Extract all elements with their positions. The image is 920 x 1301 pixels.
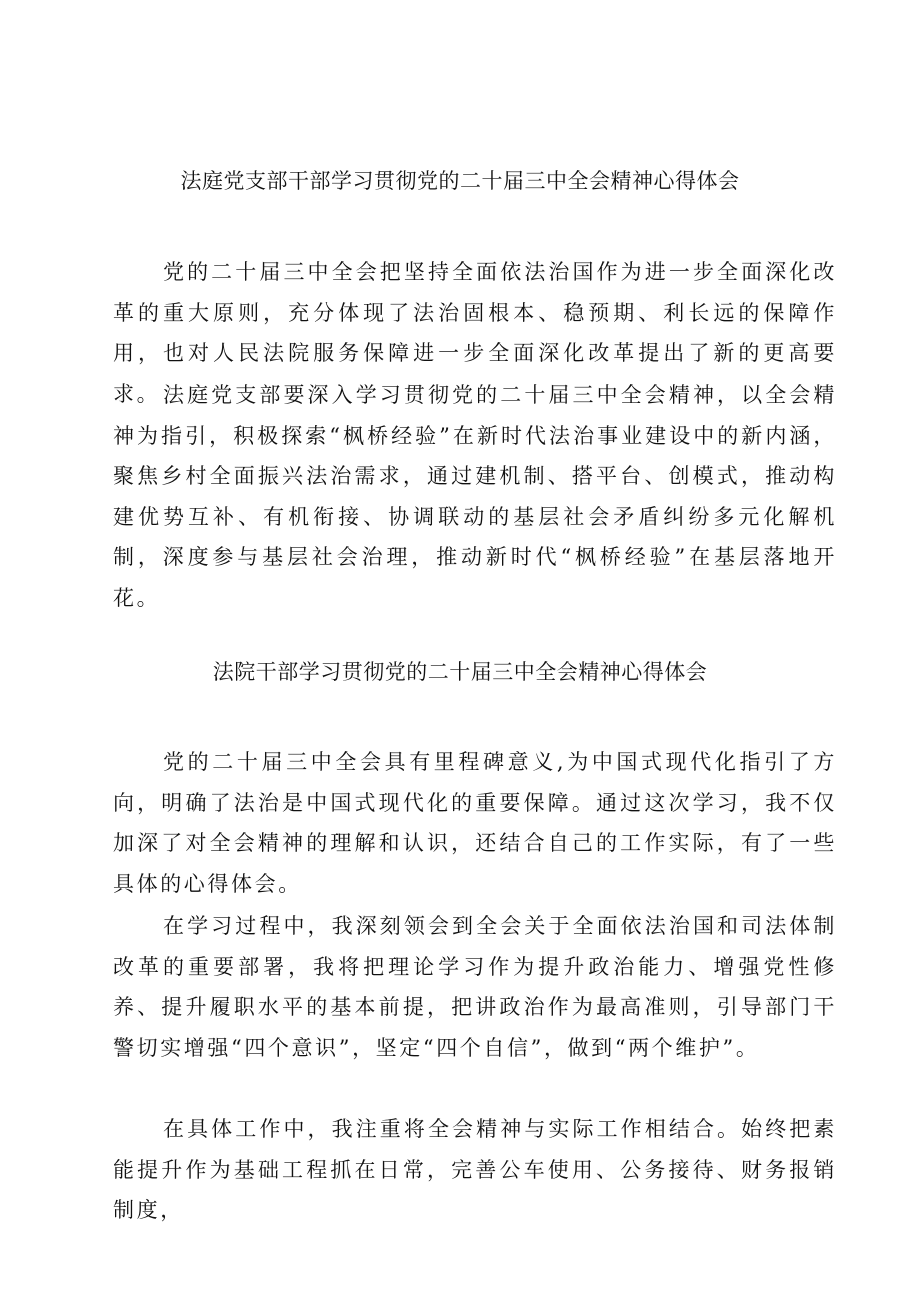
- section-title: 法庭党支部干部学习贯彻党的二十届三中全会精神心得体会: [180, 169, 740, 193]
- paragraph: 党的二十届三中全会把坚持全面依法治国作为进一步全面深化改革的重大原则，充分体现了法治固根本、稳预期、利长远的保障作用，也对人民法院服务保障进一步全面深化改革提出了新的更高要求。: [113, 260, 837, 406]
- paragraph: 党的二十届三中全会具有里程碑意义,为中国式现代化指引了方向，明确了法治是中国式现代化的重要保障。通过这次学习，我不仅加深了对全会精神的理解和认识，还结合自己的工作实际，有了一些具体的心得体会。: [113, 750, 837, 896]
- section-title: 法院干部学习贯彻党的二十届三中全会精神心得体会: [212, 660, 708, 684]
- paragraph: 在具体工作中，我注重将全会精神与实际工作相结合。始终把素能提升作为基础工程抓在日常，完善公车使用、公务接待、财务报销制度，: [113, 1117, 837, 1222]
- paragraph: 法庭党支部要深入学习贯彻党的二十届三中全会精神，以全会精神为指引，积极探索“枫桥经验”在新时代法治事业建设中的新内涵，聚焦乡村全面振兴法治需求，通过建机制、搭平台、创模式，推动构建优势互补、有机衔接、协调联动的基层社会矛盾纠纷多元化解机制，深度参与基层社会治理，推动新时代“枫桥经验”在基层落地开花。: [113, 383, 837, 610]
- paragraph: 在学习过程中，我深刻领会到全会关于全面依法治国和司法体制改革的重要部署，我将把理论学习作为提升政治能力、增强党性修养、提升履职水平的基本前提，把讲政治作为最高准则，引导部门干警切实增强“四个意识”，坚定“四个自信”，做到“两个维护”。: [113, 914, 837, 1060]
